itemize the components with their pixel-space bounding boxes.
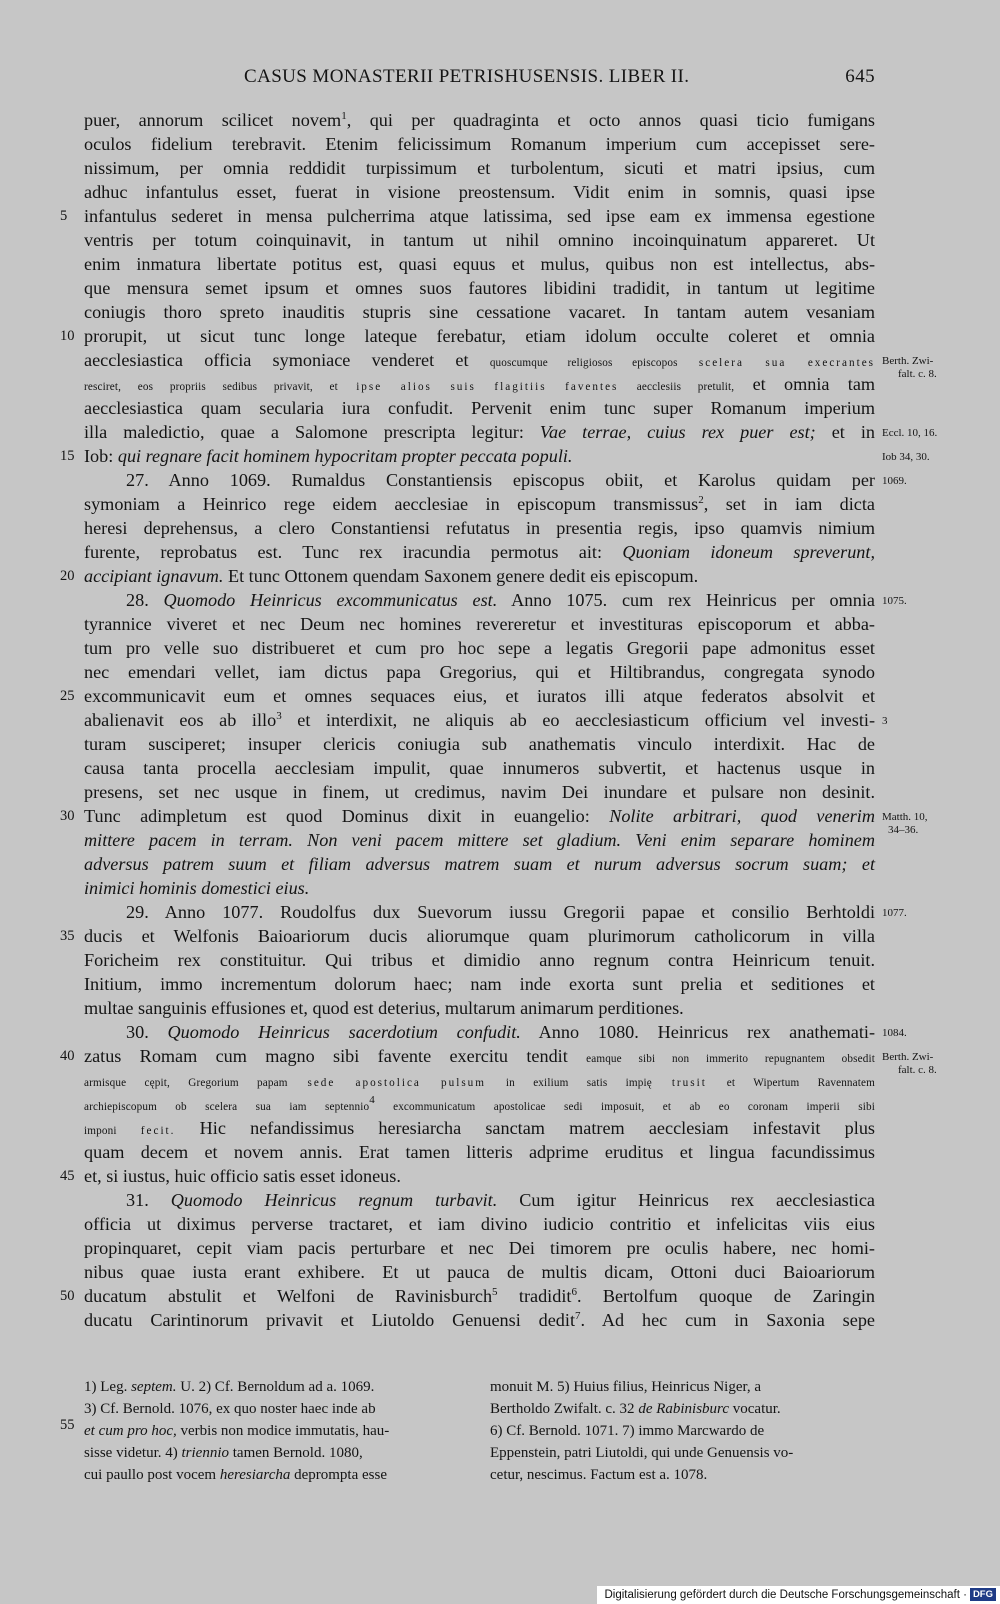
text-line: nibus quae iusta erant exhibere. Et ut pauca de multis dicam, Ottoni duci Baioariorum [84,1262,875,1282]
margin-note: Matth. 10, 34–36. [882,811,928,836]
text-line: Initium, immo incrementum dolorum haec; nam inde exorta sunt prelia et seditiones et [84,974,875,994]
text-line: enim inmatura libertate potitus est, quasi equus et mulus, quibus non est intellectus, abs- [84,254,875,274]
running-header [84,66,875,96]
text-line: 31. Quomodo Heinricus regnum turbavit. Cum igitur Heinricus rex aecclesiastica [126,1190,875,1210]
text-line: et, si iustus, huic officio satis esset idoneus. [84,1166,401,1186]
text-line: excommunicavit eum et omnes sequaces eius, et iuratos illi atque federatos absolvit et [84,686,875,706]
footnote-line: cui paullo post vocem heresiarcha deprompta esse [84,1467,387,1483]
text-line: 28. Quomodo Heinricus excommunicatus est. Anno 1075. cum rex Heinricus per omnia [126,590,875,610]
page-number: 645 [845,66,875,87]
footnote-line: cetur, nescimus. Factum est a. 1078. [490,1467,708,1483]
margin-note: 1084. [882,1027,907,1039]
margin-note: Berth. Zwi- falt. c. 8. [882,355,937,380]
text-line: causa tanta procella aecclesiam impulit, quae innumeros subvertit, et hactenus usque in [84,758,875,778]
text-line: tum pro velle suo distribueret et cum pro hoc sepe a legatis Gregorii pape admonitus esset [84,638,875,658]
running-title: CASUS MONASTERII PETRISHUSENSIS. LIBER II. [244,66,690,87]
text-line: presens, set nec usque in finem, ut credimus, navim Dei inundare et pulsare non desinit. [84,782,875,802]
margin-note: 1077. [882,907,907,919]
footnote-line: et cum pro hoc, verbis non modice immutatis, hau- [84,1423,390,1439]
text-line: abalienavit eos ab illo$^3$ et interdixit, ne aliquis ab eo aecclesiasticum officium vel investi- [84,709,875,730]
margin-note: Iob 34, 30. [882,451,930,463]
text-line: Iob: qui regnare facit hominem hypocritam propter peccata populi. [84,446,573,466]
text-line: symoniam a Heinrico rege eidem aecclesiae in episcopum transmissus$^2$, set in iam dicta [84,493,875,514]
text-line: 30. Quomodo Heinricus sacerdotium confudit. Anno 1080. Heinricus rex anathemati- [126,1022,876,1042]
text-line: ducis et Welfonis Baioariorum ducis aliorumque quam plurimorum catholicorum in villa [84,926,875,946]
text-line: resciret, eos propriis sedibus privavit, et ipse alios suis flagitiis faventes aecclesiis pretulit, et omnia tam [84,374,876,394]
text-line: que mensura semet ipsum et omnes suos fautores libidini tradidit, in tantum ut legitime [84,278,875,298]
text-line: illa maledictio, quae a Salomone prescripta legitur: Vae terrae, cuius rex puer est; et in [84,422,875,442]
text-line: turam susciperet; insuper clericis coniugia sub anathematis vinculo interdixit. Hac de [84,734,875,754]
footnote-line: Eppenstein, patri Liutoldi, qui unde Genuensis vo- [490,1445,794,1461]
text-line: propinquaret, cepit viam pacis perturbare et nec Dei timorem pre oculis habere, nec homi- [84,1238,875,1258]
text-line: inimici hominis domestici eius. [84,878,310,898]
text-line: ventris per totum coinquinavit, in tantum ut nihil omnino incoinquinatum appareret. Ut [84,230,875,250]
line-number: 5 [60,208,68,224]
margin-note: Berth. Zwi- falt. c. 8. [882,1051,937,1076]
line-number: 55 [60,1417,75,1433]
text-line: ducatum abstulit et Welfoni de Ravinisburch$^5$ tradidit$^6$. Bertolfum quoque de Zaringin [84,1285,875,1306]
text-line: adhuc infantulus esset, fuerat in visione preostensum. Vidit enim in somnis, quasi ipse [84,182,875,202]
funding-text: Digitalisierung gefördert durch die Deutsche Forschungsgemeinschaft · [604,1589,967,1601]
text-line: coniugis thoro spreto inauditis stupris sine cessatione vacaret. In tantam autem vesaniam [84,302,875,322]
text-line: Tunc adimpletum est quod Dominus dixit in euangelio: Nolite arbitrari, quod venerim [84,806,875,826]
text-line: aecclesiastica officia symoniace venderet et quoscumque religiosos episcopos scelera sua execrantes [84,350,876,370]
funding-footer [597,1586,1000,1604]
text-line: Foricheim rex constituitur. Qui tribus et dimidio anno regnum contra Heinricum tenuit. [84,950,875,970]
footnote-line: 3) Cf. Bernold. 1076, ex quo noster haec inde ab [84,1401,376,1417]
line-number: 45 [60,1168,75,1184]
text-line: mittere pacem in terram. Non veni pacem mittere set gladium. Veni enim separare hominem [84,830,875,850]
text-line: 27. Anno 1069. Rumaldus Constantiensis episcopus obiit, et Karolus quidam per [126,470,875,490]
line-number: 25 [60,688,75,704]
text-line: 29. Anno 1077. Roudolfus dux Suevorum iussu Gregorii papae et consilio Berhtoldi [126,902,875,922]
line-number: 20 [60,568,75,584]
text-line: furente, reprobatus est. Tunc rex iracundia permotus ait: Quoniam idoneum spreverunt, [84,542,875,562]
text-line: ducatu Carintinorum privavit et Liutoldo Genuensi dedit$^7$. Ad hec cum in Saxonia sepe [84,1309,875,1330]
text-line: archiepiscopum ob scelera sua iam septennio$^4$ excommunicatum apostolicae sedi imposuit, et ab eo coronam imperii sibi [84,1093,875,1113]
text-line: nec emendari vellet, iam dictus papa Gregorius, qui et Hiltibrandus, congregata synodo [84,662,875,682]
line-number: 40 [60,1048,75,1064]
text-line: infantulus sederet in mensa pulcherrima atque latissima, sed ipse eam ex immensa egestione [84,206,875,226]
text-line: nissimum, per omnia reddidit turpissimum et turbolentum, sicuti et matri ipsius, cum [84,158,875,178]
text-line: heresi deprehensus, a clero Constantiensi refutatus in presentia regis, ipso quamvis nimium [84,518,875,538]
text-line: zatus Romam cum magno sibi favente exercitu tendit eamque sibi non immerito repugnantem obsedit [84,1046,876,1066]
margin-note: 1075. [882,595,907,607]
text-line: oculos fidelium terebravit. Etenim felicissimum Romanum imperium cum accepisset sere- [84,134,875,154]
footnote-line: sisse videtur. 4) triennio tamen Bernold. 1080, [84,1445,363,1461]
line-number: 15 [60,448,75,464]
line-number: 35 [60,928,75,944]
text-line: adversus patrem suum et filiam adversus matrem suam et nurum adversus socrum suam; et [84,854,875,874]
text-line: accipiant ignavum. Et tunc Ottonem quendam Saxonem genere dedit eis episcopum. [84,566,699,586]
text-line: imponi fecit. Hic nefandissimus heresiarcha sanctam matrem aecclesiam infestavit plus [84,1118,875,1138]
footnote-line: 6) Cf. Bernold. 1071. 7) immo Marcwardo de [490,1423,765,1439]
text-line: armisque cępit, Gregorium papam sede apostolica pulsum in exilium satis impię trusit et Wipertum Ravennatem [84,1077,876,1089]
margin-note: 3 [882,715,888,727]
text-line: officia ut diximus perverse tractaret, et iam divino iudicio contritio et infelicitas viis eius [84,1214,875,1234]
text-line: multae sanguinis effusiones et, quod est deterius, multarum animarum perditiones. [84,998,684,1018]
text-line: puer, annorum scilicet novem$^1$, qui per quadraginta et octo annos quasi ticio fumigans [84,109,875,130]
margin-note: 1069. [882,475,907,487]
text-line: aecclesiastica quam secularia iura confudit. Pervenit enim tunc super Romanum imperium [84,398,875,418]
line-number: 30 [60,808,75,824]
line-number: 50 [60,1288,75,1304]
text-line: tyrannice viveret et nec Deum nec homines revereretur et investituras episcoporum et abba- [84,614,875,634]
dfg-logo: DFG [970,1588,996,1601]
text-line: prorupit, ut sicut tunc longe lateque ferebatur, etiam idolum occulte coleret et omnia [84,326,875,346]
margin-note: Eccl. 10, 16. [882,427,938,439]
footnote-line: monuit M. 5) Huius filius, Heinricus Niger, a [490,1379,762,1395]
line-number: 10 [60,328,75,344]
footnote-line: Bertholdo Zwifalt. c. 32 de Rabinisburc vocatur. [490,1401,781,1417]
footnote-line: 1) Leg. septem. U. 2) Cf. Bernoldum ad a. 1069. [84,1379,375,1395]
text-line: quam decem et novem annis. Erat tamen litteris adprime eruditus et lingua facundissimus [84,1142,875,1162]
